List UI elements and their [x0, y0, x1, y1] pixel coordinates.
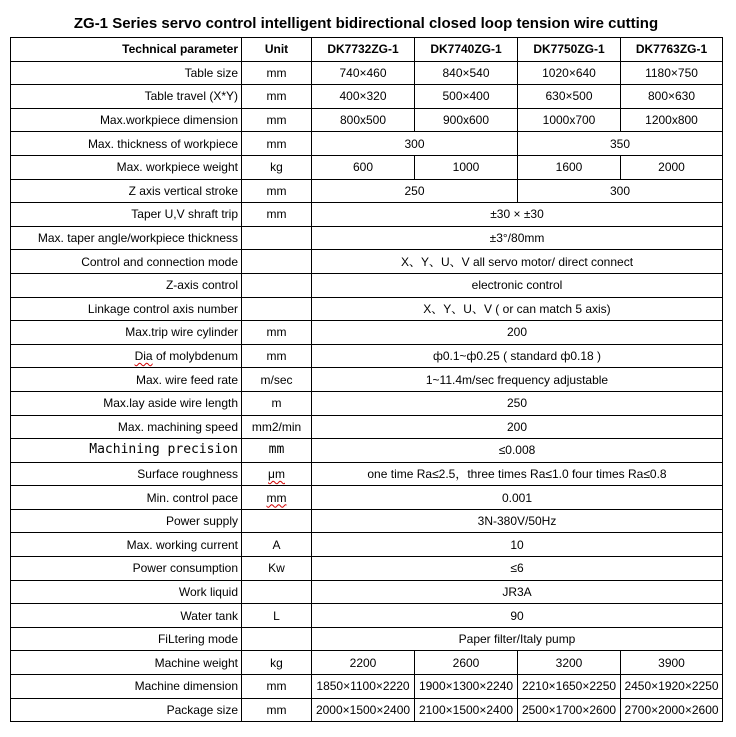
unit-cell: m/sec [242, 368, 312, 392]
table-row [11, 415, 723, 439]
value-cell: 3200 [518, 651, 621, 675]
value-cell: ф0.1~ф0.25 ( standard ф0.18 ) [312, 344, 723, 368]
unit-cell: mm [242, 179, 312, 203]
value-cell: electronic control [312, 273, 723, 297]
value-cell: Paper filter/Italy pump [312, 627, 723, 651]
table-row [11, 85, 723, 109]
param-cell: Control and connection mode [11, 250, 242, 274]
value-cell: 2000 [621, 155, 723, 179]
table-row [11, 179, 723, 203]
value-cell: 2000×1500×2400 [312, 698, 415, 722]
value-cell: 2210×1650×2250 [518, 675, 621, 699]
value-cell: 1020×640 [518, 61, 621, 85]
unit-cell: mm2/min [242, 415, 312, 439]
header-row [11, 38, 723, 62]
param-cell: Z-axis control [11, 273, 242, 297]
param-cell: Max.trip wire cylinder [11, 321, 242, 345]
value-cell: 600 [312, 155, 415, 179]
param-cell: Table travel (X*Y) [11, 85, 242, 109]
value-cell: 300 [518, 179, 723, 203]
unit-cell [242, 250, 312, 274]
unit-cell: mm [242, 132, 312, 156]
spec-table [10, 37, 723, 722]
table-row [11, 132, 723, 156]
value-cell: 630×500 [518, 85, 621, 109]
value-cell: 1000x700 [518, 108, 621, 132]
param-cell: Machine dimension [11, 675, 242, 699]
value-cell: ±30 × ±30 [312, 203, 723, 227]
value-cell: 1180×750 [621, 61, 723, 85]
value-cell: ≤0.008 [312, 439, 723, 463]
table-row [11, 462, 723, 486]
param-cell: Max. taper angle/workpiece thickness [11, 226, 242, 250]
unit-cell: mm [242, 675, 312, 699]
param-cell: Max. machining speed [11, 415, 242, 439]
table-row [11, 391, 723, 415]
value-cell: 10 [312, 533, 723, 557]
param-cell: Max. wire feed rate [11, 368, 242, 392]
value-cell: 1900×1300×2240 [415, 675, 518, 699]
unit-cell: mm [242, 203, 312, 227]
value-cell: 1850×1100×2220 [312, 675, 415, 699]
param-cell: Machining precision [11, 439, 242, 463]
unit-cell [242, 226, 312, 250]
header-model: DK7750ZG-1 [518, 38, 621, 62]
value-cell: ±3°/80mm [312, 226, 723, 250]
page-title: ZG-1 Series servo control intelligent bidirectional closed loop tension wire cutting [73, 14, 659, 32]
param-cell: Table size [11, 61, 242, 85]
value-cell: 840×540 [415, 61, 518, 85]
value-cell: 1600 [518, 155, 621, 179]
table-row [11, 486, 723, 510]
value-cell: 2500×1700×2600 [518, 698, 621, 722]
param-cell: Max. thickness of workpiece [11, 132, 242, 156]
value-cell: ≤6 [312, 557, 723, 581]
unit-cell: L [242, 604, 312, 628]
unit-cell [242, 273, 312, 297]
header-param: Technical parameter [11, 38, 242, 62]
unit-cell: mm [242, 439, 312, 463]
param-cell: Linkage control axis number [11, 297, 242, 321]
param-cell: Power consumption [11, 557, 242, 581]
param-cell: Max.workpiece dimension [11, 108, 242, 132]
param-cell: Surface roughness [11, 462, 242, 486]
param-cell: Dia of molybdenum [11, 344, 242, 368]
unit-cell: mm [242, 85, 312, 109]
param-cell: Max. workpiece weight [11, 155, 242, 179]
unit-cell: m [242, 391, 312, 415]
value-cell: 2700×2000×2600 [621, 698, 723, 722]
table-row [11, 439, 723, 463]
value-cell: 2450×1920×2250 [621, 675, 723, 699]
value-cell: X、Y、U、V ( or can match 5 axis) [312, 297, 723, 321]
table-row [11, 321, 723, 345]
unit-cell: μm [242, 462, 312, 486]
param-cell: Max.lay aside wire length [11, 391, 242, 415]
param-cell: Package size [11, 698, 242, 722]
value-cell: one time Ra≤2.5，three times Ra≤1.0 four times Ra≤0.8 [312, 462, 723, 486]
unit-cell: mm [242, 698, 312, 722]
table-row [11, 155, 723, 179]
value-cell: 3N-380V/50Hz [312, 509, 723, 533]
value-cell: 2100×1500×2400 [415, 698, 518, 722]
param-cell: Water tank [11, 604, 242, 628]
value-cell: 400×320 [312, 85, 415, 109]
unit-cell [242, 627, 312, 651]
table-row [11, 203, 723, 227]
param-cell: Work liquid [11, 580, 242, 604]
table-row [11, 675, 723, 699]
unit-cell [242, 580, 312, 604]
table-row [11, 226, 723, 250]
value-cell: 250 [312, 391, 723, 415]
param-cell: Min. control pace [11, 486, 242, 510]
value-cell: 90 [312, 604, 723, 628]
table-row [11, 580, 723, 604]
unit-cell [242, 297, 312, 321]
value-cell: 2200 [312, 651, 415, 675]
unit-cell: kg [242, 155, 312, 179]
table-row [11, 604, 723, 628]
unit-cell: mm [242, 108, 312, 132]
table-row [11, 627, 723, 651]
table-row [11, 344, 723, 368]
value-cell: 250 [312, 179, 518, 203]
value-cell: 200 [312, 415, 723, 439]
value-cell: 900x600 [415, 108, 518, 132]
value-cell: 740×460 [312, 61, 415, 85]
param-cell: Max. working current [11, 533, 242, 557]
param-cell: Power supply [11, 509, 242, 533]
unit-cell: kg [242, 651, 312, 675]
table-row [11, 297, 723, 321]
header-model: DK7740ZG-1 [415, 38, 518, 62]
param-cell: FiLtering mode [11, 627, 242, 651]
table-row [11, 533, 723, 557]
table-row [11, 368, 723, 392]
header-unit: Unit [242, 38, 312, 62]
unit-cell [242, 509, 312, 533]
table-row [11, 250, 723, 274]
param-cell: Z axis vertical stroke [11, 179, 242, 203]
value-cell: 300 [312, 132, 518, 156]
param-cell: Machine weight [11, 651, 242, 675]
value-cell: 800×630 [621, 85, 723, 109]
unit-cell: mm [242, 344, 312, 368]
unit-cell: mm [242, 321, 312, 345]
header-model: DK7732ZG-1 [312, 38, 415, 62]
value-cell: 500×400 [415, 85, 518, 109]
table-row [11, 61, 723, 85]
table-row [11, 651, 723, 675]
value-cell: 2600 [415, 651, 518, 675]
value-cell: X、Y、U、V all servo motor/ direct connect [312, 250, 723, 274]
table-row [11, 108, 723, 132]
value-cell: 3900 [621, 651, 723, 675]
table-row [11, 557, 723, 581]
unit-cell: Kw [242, 557, 312, 581]
value-cell: 350 [518, 132, 723, 156]
value-cell: 1200x800 [621, 108, 723, 132]
value-cell: 1~11.4m/sec frequency adjustable [312, 368, 723, 392]
value-cell: 800x500 [312, 108, 415, 132]
value-cell: 0.001 [312, 486, 723, 510]
value-cell: 1000 [415, 155, 518, 179]
unit-cell: mm [242, 61, 312, 85]
table-row [11, 273, 723, 297]
param-cell: Taper U,V shraft trip [11, 203, 242, 227]
value-cell: 200 [312, 321, 723, 345]
header-model: DK7763ZG-1 [621, 38, 723, 62]
table-row [11, 698, 723, 722]
value-cell: JR3A [312, 580, 723, 604]
unit-cell: A [242, 533, 312, 557]
unit-cell: mm [242, 486, 312, 510]
table-row [11, 509, 723, 533]
